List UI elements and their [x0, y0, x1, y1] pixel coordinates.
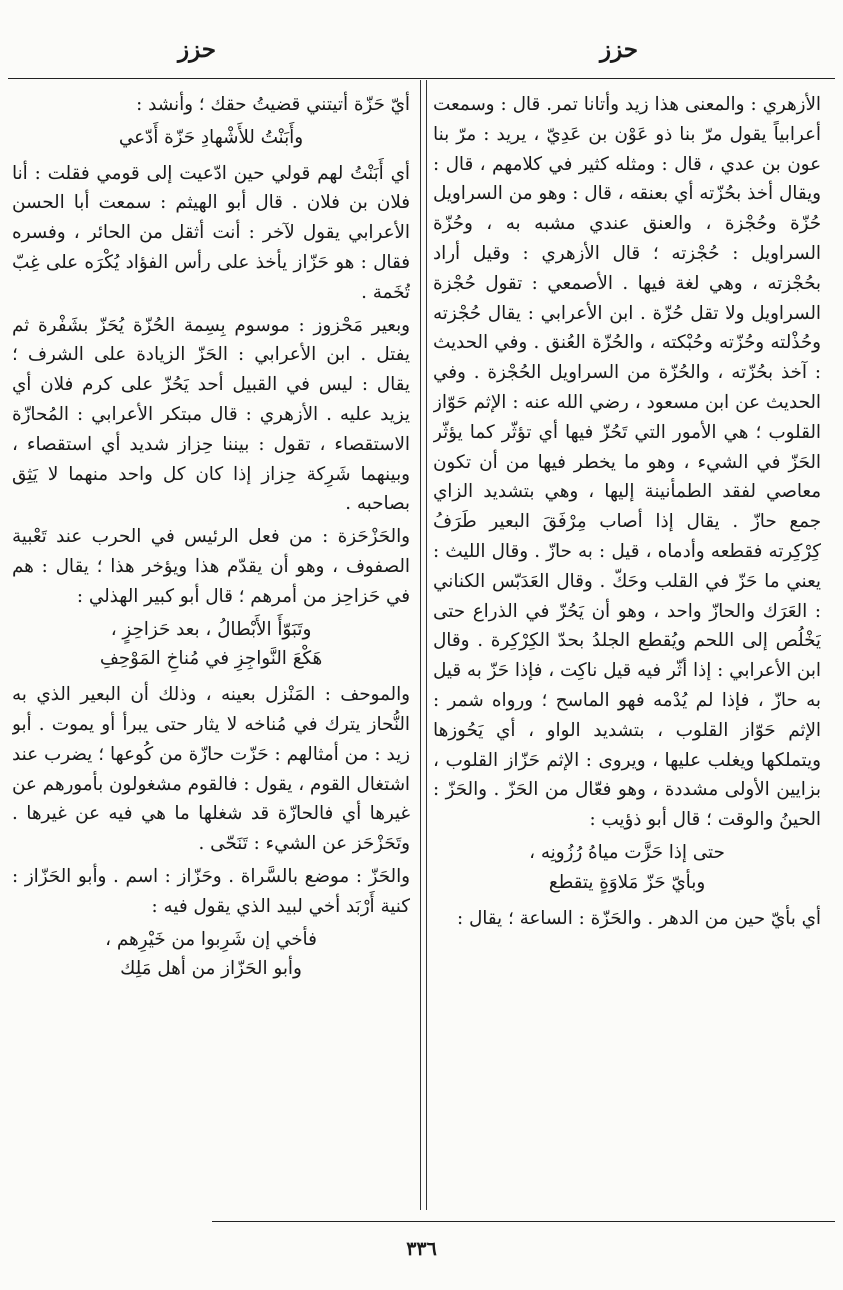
paragraph: أيّ حَزّة أتيتني قضيتُ حقك ؛ وأنشد : — [136, 94, 410, 115]
verse-line: وبأيّ حَزّ مَلاوَةٍ يتقطع — [548, 871, 706, 893]
paragraph: أي أَبَنْتُ لهم قولي حين ادّعيت إلى قومي فقلت : أنا فلان بن فلان . قال أبو الهيثم : سمعت أبا الحسن الأعرابي يقول لآخر : أنت أثقل من الحائر ، وفسره فقال : هو حَزّاز يأخذ على رأس الفؤاد يُكْرَه على غِبّ تُخَمة . — [12, 162, 410, 303]
left-column — [12, 90, 410, 1215]
top-rule — [8, 78, 835, 79]
header-right-word: حزز — [599, 36, 638, 63]
verse-line: وأبو الحَزّاز من أهل مَلِك — [120, 958, 302, 980]
verse-line: فأخي إن شَرِبوا من خَيْرِهم ، — [105, 928, 317, 950]
verse-line: حتى إذا حَزَّت مياهُ رُزُونِه ، — [529, 841, 725, 863]
paragraph: وبعير مَحْزوز : موسوم بِسِمة الحُزّة يُحَزّ بشَفْرة ثم يفتل . ابن الأعرابي : الحَزّ الزيادة على الشرف ؛ يقال : ليس في القبيل أحد يَحُزّ على كرم فلان أي يزيد عليه . الأزهري : قال مبتكر الأعرابي : المُحازّة الاستقصاء ، تقول : بيننا حِزاز شديد أي استقصاء ، وبينهما شَرِكة حِزاز إذا كان كل واحد منهما لا يَثِق بصاحبه . — [12, 314, 410, 515]
verse-block — [12, 925, 410, 985]
bottom-rule — [212, 1221, 835, 1222]
verse-line: وتَبَوّأَ الأَبْطالُ ، بعد حَزاحِزٍ ، — [110, 618, 312, 640]
paragraph: والموحف : المَنْزل بعينه ، وذلك أن البعير الذي به النُّحاز يترك في مُناخه لا يثار حتى يبرأ أو يموت . أبو زيد : من أمثالهم : حَزّت حازّة من كُوعها ؛ يضرب عند اشتغال القوم ، يقول : فالقوم مشغولون بأمورهم عن غيرها أي فالحازّة قد شغلها ما هي فيه عن غيرها . وتَحَزْحَز عن الشيء : تَنَحّى . — [12, 684, 410, 855]
header-left-word: حزز — [178, 36, 217, 63]
verse-line: وأَبَنْتُ للأَشْهادِ حَزّة أَدّعي — [118, 126, 304, 148]
verse-block — [433, 838, 821, 898]
paragraph: والحَزْحَزة : من فعل الرئيس في الحرب عند تَعْبية الصفوف ، وهو أن يقدّم هذا ويؤخر هذا ؛ يقال : هم في حَزاحِز من أمرهم ؛ قال أبو كبير الهذلي : — [12, 526, 410, 607]
paragraph: الأزهري : والمعنى هذا زيد وأتانا تمر. قال : وسمعت أعرابياً يقول مرّ بنا ذو عَوْن بن عَدِيّ ، يريد : مرّ بنا عون بن عدي ، قال : ومثله كثير في كلامهم ، قال : ويقال أخذ بحُزّته أي بعنقه ، قال : وهو من السراويل حُزّة وحُجْزة ، والعنق عندي مشبه به ، وحُزّة السراويل : حُجْزته ؛ قال الأزهري : وقيل أراد بحُجْزته ، وهي لغة فيها . الأصمعي : تقول حُجْزة السراويل ولا تقل حُزّة . ابن الأعرابي : يقال حُجْزته وحُذْلته وحُزّته وحُبْكته ، والحُزّة العُنق . وفي الحديث : آخذ بحُزّته ، والحُزّة من السراويل الحُجْزة . وفي الحديث عن ابن مسعود ، رضي الله عنه : الإثم حَوّاز القلوب ؛ هي الأمور التي تَحُزّ فيها أي تؤثّر كما يؤثّر الحَزّ في الشيء ، وهو ما يخطر فيها من أن تكون معاصي لفقد الطمأنينة إليها ، وهي بتشديد الزاي جمع حازّ . يقال إذا أصاب مِرْفَقَ البعير طَرَفُ كِرْكِرته فقطعه وأدماه ، قيل : به حازّ . وقال الليث : يعني ما حَزّ في القلب وحَكّ . وقال العَدَبّس الكناني : العَرَك والحازّ واحد ، وهو أن يَحُزّ في الذراع حتى يَخْلُص إلى اللحم ويُقطع الجلدُ بحدّ الكِرْكِرة . وقال ابن الأعرابي : إذا أثّر فيه قيل ناكِت ، فإذا حَزّ به قيل به حازّ ، فإذا لم يُدْمه فهو الماسح ؛ ورواه شمر : الإثم حَوّاز القلوب ، بتشديد الواو ، أي يَحُوزها ويتملكها ويغلب عليها ، ويروى : الإثم حَزّاز القلوب ، بزايين الأولى مشددة ، وهو فعّال من الحَزّ . والحَزّ : الحينُ والوقت ؛ قال أبو ذؤيب : — [433, 94, 821, 831]
column-divider — [420, 80, 427, 1210]
verse-block — [12, 615, 410, 675]
verse-line: هَكْعَ النَّواجِزِ في مُناخِ المَوْحِفِ — [99, 648, 323, 670]
paragraph: والحَزّ : موضع بالسَّراة . وحَزّاز : اسم . وأبو الحَزّاز : كنية أَرْبَد أخي لبيد الذي يقول فيه : — [12, 865, 410, 917]
page-number: ٣٣٦ — [406, 1238, 437, 1260]
paragraph: أي بأيّ حين من الدهر . والحَزّة : الساعة ؛ يقال : — [456, 907, 821, 929]
right-column — [433, 90, 821, 1215]
verse-block — [12, 123, 410, 153]
